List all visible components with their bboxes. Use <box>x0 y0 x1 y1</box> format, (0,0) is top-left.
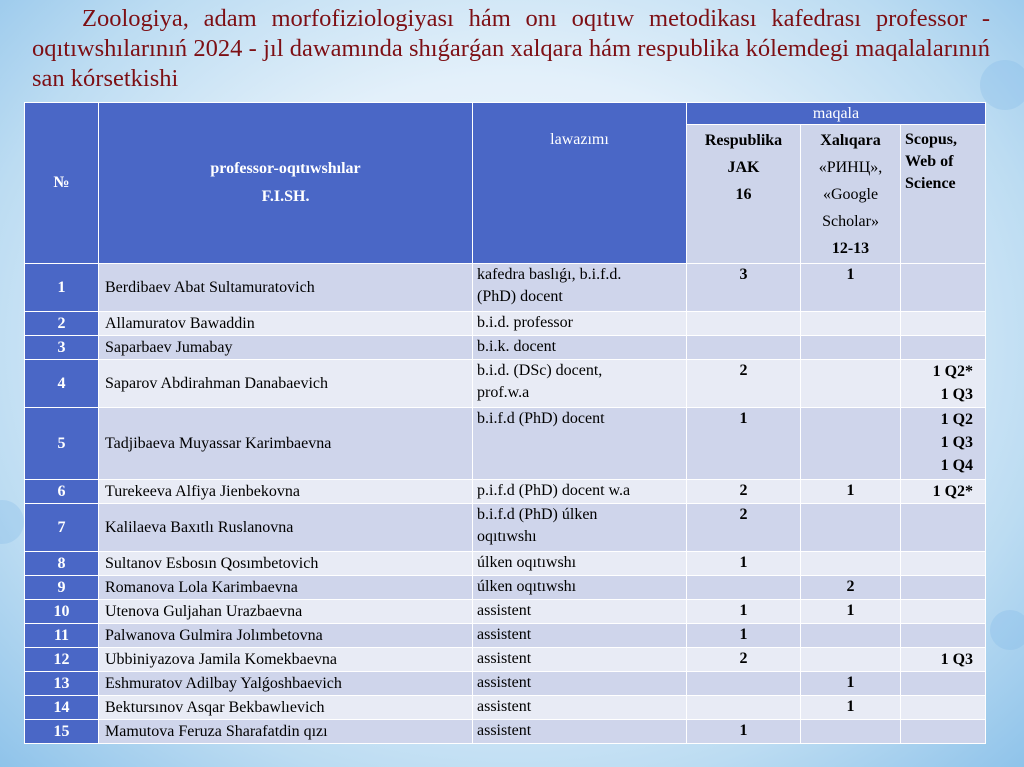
table-row <box>25 624 986 648</box>
scopus-count: 1 Q2* 1 Q3 <box>901 360 986 408</box>
xalqara-count <box>801 504 901 552</box>
table-row <box>25 480 986 504</box>
teacher-name: Utenova Guljahan Urazbaevna <box>99 600 473 624</box>
xalqara-count <box>801 624 901 648</box>
teacher-name: Eshmuratov Adilbay Yalǵoshbaevich <box>99 672 473 696</box>
table-row <box>25 312 986 336</box>
header-articles: maqala <box>687 103 986 125</box>
table-row <box>25 360 986 408</box>
respublika-count: 2 <box>687 504 801 552</box>
respublika-count: 2 <box>687 648 801 672</box>
position: assistent <box>473 696 687 720</box>
respublika-count <box>687 312 801 336</box>
row-number: 5 <box>25 408 99 480</box>
position: assistent <box>473 600 687 624</box>
xalqara-count: 2 <box>801 576 901 600</box>
row-number: 9 <box>25 576 99 600</box>
table-row <box>25 264 986 312</box>
respublika-count: 3 <box>687 264 801 312</box>
position: kafedra baslıǵı, b.i.f.d. (PhD) docent <box>473 264 687 312</box>
teacher-name: Saparbaev Jumabay <box>99 336 473 360</box>
scopus-count <box>901 552 986 576</box>
row-number: 14 <box>25 696 99 720</box>
row-number: 2 <box>25 312 99 336</box>
teacher-name: Palwanova Gulmira Jolımbetovna <box>99 624 473 648</box>
row-number: 3 <box>25 336 99 360</box>
xalqara-count: 1 <box>801 480 901 504</box>
position: b.i.f.d (PhD) úlken oqıtıwshı <box>473 504 687 552</box>
scopus-count <box>901 720 986 744</box>
teacher-name: Bektursınov Asqar Bekbawlıevich <box>99 696 473 720</box>
articles-table <box>24 102 986 744</box>
teacher-name: Tadjibaeva Muyassar Karimbaevna <box>99 408 473 480</box>
row-number: 12 <box>25 648 99 672</box>
teacher-name: Allamuratov Bawaddin <box>99 312 473 336</box>
header-fullname: professor-oqıtıwshılar F.I.SH. <box>99 103 473 264</box>
respublika-count <box>687 672 801 696</box>
respublika-count: 1 <box>687 408 801 480</box>
teacher-name: Saparov Abdirahman Danabaevich <box>99 360 473 408</box>
background-bubble <box>0 500 24 544</box>
table-row <box>25 552 986 576</box>
scopus-count: 1 Q2* <box>901 480 986 504</box>
respublika-count <box>687 696 801 720</box>
xalqara-count <box>801 552 901 576</box>
scopus-count <box>901 336 986 360</box>
scopus-count <box>901 312 986 336</box>
table-row <box>25 336 986 360</box>
xalqara-count: 1 <box>801 600 901 624</box>
row-number: 10 <box>25 600 99 624</box>
table-row <box>25 672 986 696</box>
row-number: 13 <box>25 672 99 696</box>
position: b.i.f.d (PhD) docent <box>473 408 687 480</box>
xalqara-count: 1 <box>801 264 901 312</box>
position: assistent <box>473 648 687 672</box>
scopus-count: 1 Q3 <box>901 648 986 672</box>
header-xalqara: Xalıqara «РИНЦ», «Google Scholar» 12-13 <box>801 125 901 264</box>
scopus-count <box>901 576 986 600</box>
respublika-count: 1 <box>687 600 801 624</box>
scopus-count <box>901 624 986 648</box>
table-row <box>25 648 986 672</box>
position: b.i.k. docent <box>473 336 687 360</box>
teacher-name: Ubbiniyazova Jamila Komekbaevna <box>99 648 473 672</box>
row-number: 11 <box>25 624 99 648</box>
xalqara-count <box>801 648 901 672</box>
position: úlken oqıtıwshı <box>473 552 687 576</box>
position: b.i.d. (DSc) docent, prof.w.a <box>473 360 687 408</box>
position: assistent <box>473 720 687 744</box>
teacher-name: Turekeeva Alfiya Jienbekovna <box>99 480 473 504</box>
row-number: 1 <box>25 264 99 312</box>
xalqara-count <box>801 336 901 360</box>
background-bubble <box>990 610 1024 650</box>
xalqara-count <box>801 720 901 744</box>
position: p.i.f.d (PhD) docent w.a <box>473 480 687 504</box>
position: b.i.d. professor <box>473 312 687 336</box>
xalqara-count <box>801 360 901 408</box>
xalqara-count: 1 <box>801 672 901 696</box>
table-row <box>25 408 986 480</box>
table-row <box>25 696 986 720</box>
scopus-count <box>901 696 986 720</box>
teacher-name: Mamutova Feruza Sharafatdin qızı <box>99 720 473 744</box>
table-row <box>25 576 986 600</box>
xalqara-count: 1 <box>801 696 901 720</box>
row-number: 6 <box>25 480 99 504</box>
row-number: 15 <box>25 720 99 744</box>
table-row <box>25 504 986 552</box>
scopus-count: 1 Q2 1 Q3 1 Q4 <box>901 408 986 480</box>
header-respublika: Respublika JAK 16 <box>687 125 801 264</box>
respublika-count: 2 <box>687 360 801 408</box>
row-number: 7 <box>25 504 99 552</box>
respublika-count: 1 <box>687 720 801 744</box>
scopus-count <box>901 672 986 696</box>
table-row <box>25 600 986 624</box>
row-number: 8 <box>25 552 99 576</box>
teacher-name: Berdibaev Abat Sultamuratovich <box>99 264 473 312</box>
respublika-count: 2 <box>687 480 801 504</box>
row-number: 4 <box>25 360 99 408</box>
xalqara-count <box>801 408 901 480</box>
position: assistent <box>473 624 687 648</box>
position: úlken oqıtıwshı <box>473 576 687 600</box>
respublika-count <box>687 576 801 600</box>
position: assistent <box>473 672 687 696</box>
slide-title: Zoologiya, adam morfofiziologiyası hám onı oqıtıw metodikası kafedrası professor - oqıtıwshılarınıń 2024 - jıl dawamında shıǵarǵan xalqara hám respublika kólemdegi maqalalarınıń san kórsetkishi <box>32 5 990 92</box>
header-position: lawazımı <box>473 103 687 264</box>
teacher-name: Romanova Lola Karimbaevna <box>99 576 473 600</box>
header-scopus: Scopus, Web of Science <box>901 125 986 264</box>
table-body <box>25 264 986 744</box>
scopus-count <box>901 504 986 552</box>
scopus-count <box>901 264 986 312</box>
respublika-count <box>687 336 801 360</box>
header-number: № <box>25 103 99 264</box>
respublika-count: 1 <box>687 552 801 576</box>
table-row <box>25 720 986 744</box>
teacher-name: Sultanov Esbosın Qosımbetovich <box>99 552 473 576</box>
xalqara-count <box>801 312 901 336</box>
teacher-name: Kalilaeva Baxıtlı Ruslanovna <box>99 504 473 552</box>
respublika-count: 1 <box>687 624 801 648</box>
scopus-count <box>901 600 986 624</box>
